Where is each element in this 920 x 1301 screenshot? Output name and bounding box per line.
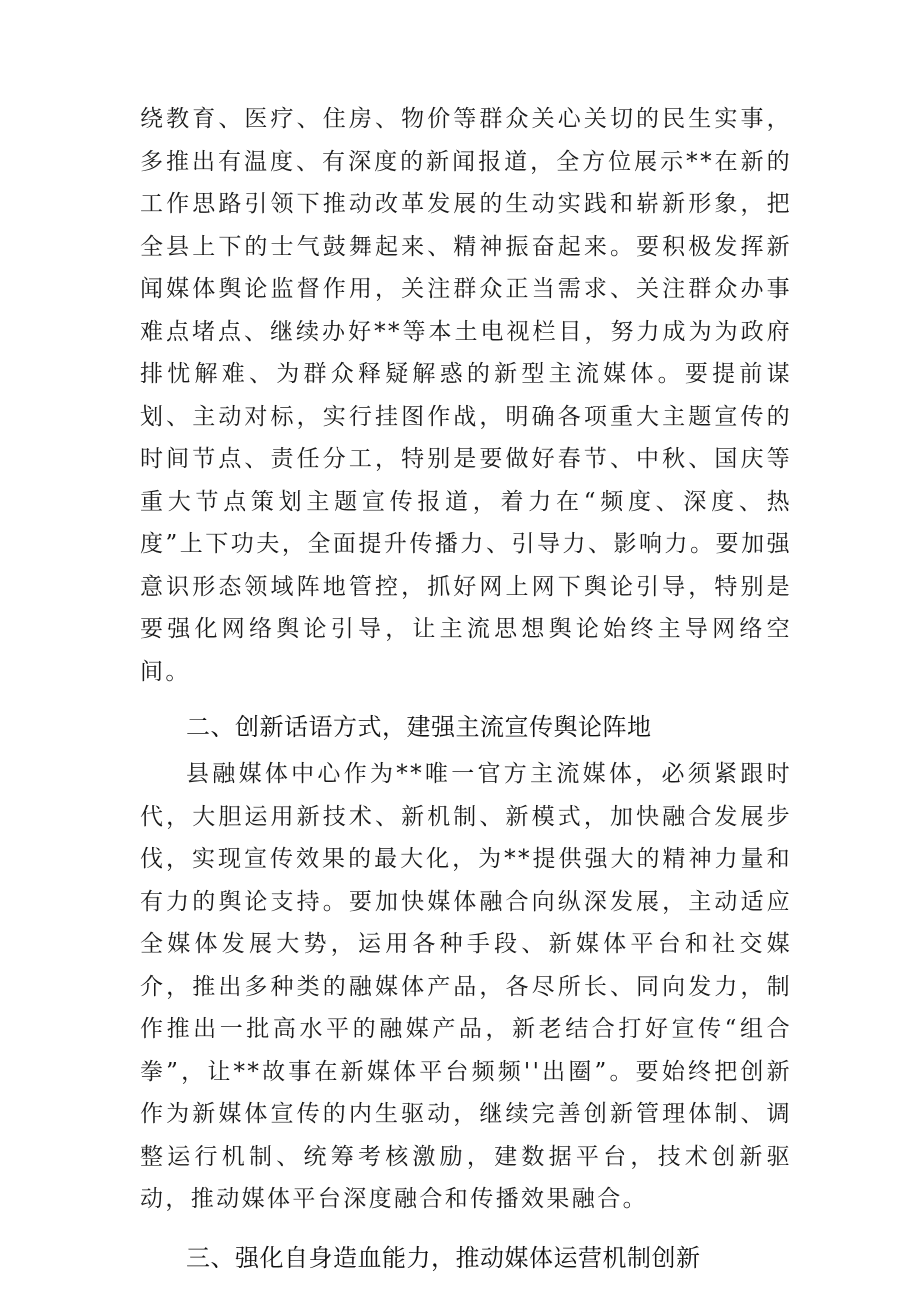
section-heading: 三、强化自身造血能力，推动媒体运营机制创新 (186, 1243, 701, 1272)
document-body (140, 98, 792, 1279)
section-heading: 二、创新话语方式，建强主流宣传舆论阵地 (186, 713, 652, 741)
body-paragraph: 绕教育、医疗、住房、物价等群众关心关切的民生实事，多推出有温度、有深度的新闻报道，全方位展示**在新的工作思路引领下推动改革发展的生动实践和崭新形象，把全县上下的士气鼓舞起来、精神振奋起来。要积极发挥新闻媒体舆论监督作用，关注群众正当需求、关注群众办事难点堵点、继续办好**等本土电视栏目，努力成为为政府排忧解难、为群众释疑解惑的新型主流媒体。要提前谋划、主动对标，实行挂图作战，明确各项重大主题宣传的时间节点、责任分工，特别是要做好春节、中秋、国庆等重大节点策划主题宣传报道，着力在“频度、深度、热度”上下功夫，全面提升传播力、引导力、影响力。要加强意识形态领域阵地管控，抓好网上网下舆论引导，特别是要强化网络舆论引导，让主流思想舆论始终主导网络空间。 (140, 106, 792, 685)
body-paragraph: 县融媒体中心作为**唯一官方主流媒体，必须紧跟时代，大胆运用新技术、新机制、新模式，加快融合发展步伐，实现宣传效果的最大化，为**提供强大的精神力量和有力的舆论支持。要加快媒体融合向纵深发展，主动适应全媒体发展大势，运用各种手段、新媒体平台和社交媒介，推出多种类的融媒体产品，各尽所长、同向发力，制作推出一批高水平的融媒产品，新老结合打好宣传“组合拳”，让**故事在新媒体平台频频''出圈”。要始终把创新作为新媒体宣传的内生驱动，继续完善创新管理体制、调整运行机制、统筹考核激励，建数据平台，技术创新驱动，推动媒体平台深度融合和传播效果融合。 (140, 761, 792, 1212)
